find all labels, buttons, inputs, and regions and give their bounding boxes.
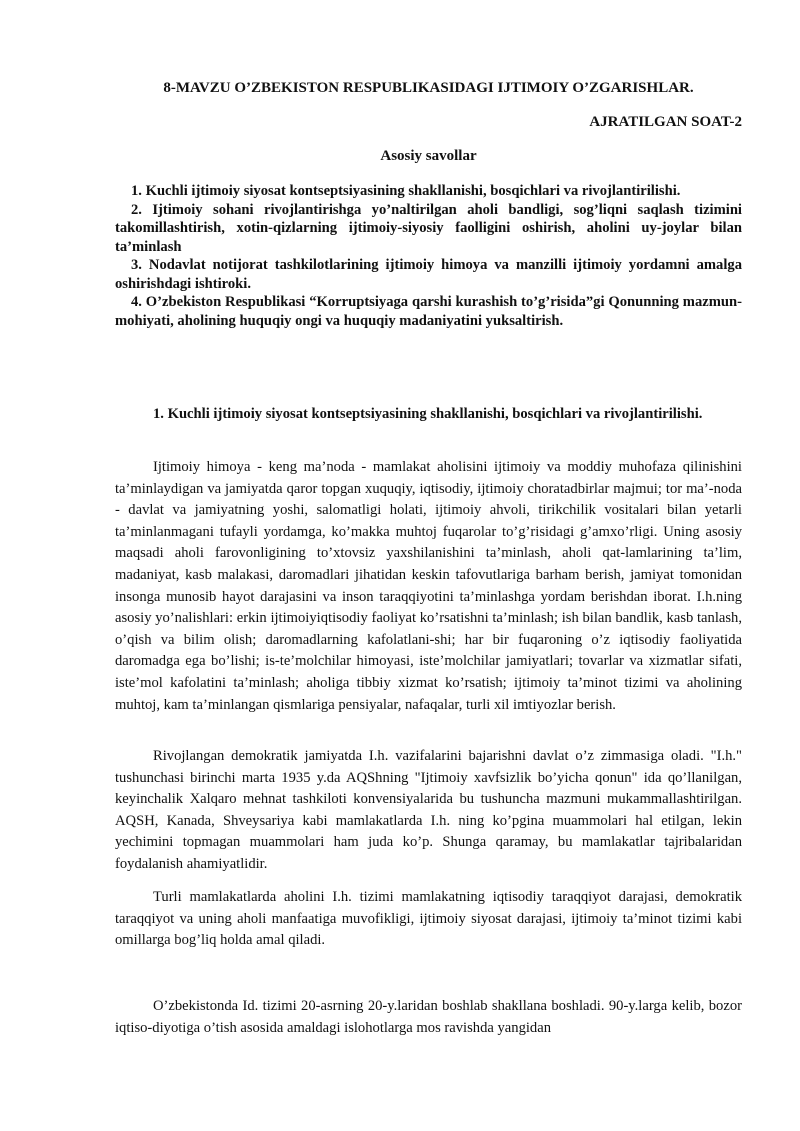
section-heading: 1. Kuchli ijtimoiy siyosat kontseptsiyasining shakllanishi, bosqichlari va rivojlantirilishi. — [153, 406, 703, 422]
body-paragraph: O’zbekistonda Id. tizimi 20-asrning 20-y.laridan boshlab shakllana boshladi. 90-y.larga kelib, bozor iqtiso-diyotiga o’tish asosida amaldagi islohotlarga mos ravishda yangidan — [115, 998, 742, 1036]
question-item: 3. Nodavlat notijorat tashkilotlarining ijtimoiy himoya va manzilli ijtimoiy yordamni amalga oshirishdagi ishtiroki. — [115, 257, 742, 292]
questions-list — [115, 182, 742, 330]
main-questions-heading: Asosiy savollar — [380, 148, 477, 164]
body-paragraph: Ijtimoiy himoya - keng ma’noda - mamlakat aholisini ijtimoiy va moddiy muhofaza qilinishini ta’minlaydigan va jamiyatda qaror topgan xuquqiy, iqtisodiy, ijtimoiy choratadbirlar majmui; tor ma’-noda - davlat va jamiyatning yoshi, salomatligi holati, ijtimoiy ahvoli, tirikchilik vositalari bilan yetarli ta’minlanmagani tufayli yordamga, ko’makka muhtoj fuqarolar to’g’risidagi g’amxo’rligi. Uning asosiy maqsadi aholi farovonligining to’xtovsiz yaxshilanishini ta’minlash, aholi qat-lamlarining ta’lim, madaniyat, kasb malakasi, daromadlari jihatidan keskin tafovutlariga barham berish, jamiyat tomonidan insonga munosib hayot darajasini va inson taraqqiyotini ta’minlashga yordam berishdan iborat. I.h.ning asosiy yo’nalishlari: erkin ijtimoiyiqtisodiy faoliyat ko’rsatishni ta’minlash; ish bilan bandlik, kasb tanlash, o’qish va bilim olish; daromadlarning kafolatlani-shi; har bir fuqaroning o’z iqtisodiy faoliyatida daromadga ega bo’lishi; is-te’molchilar himoyasi, iste’molchilar jamiyatlari; tovarlar va xizmatlar sifati, iste’mol kafolatini ta’minlash; aholiga tibbiy xizmat ko’rsatish; ijtimoiy ta’minot tizimi va aholining muhtoj, kam ta’minlangan qismlariga pensiyalar, nafaqalar, turli xil imtiyozlar berish. — [115, 459, 742, 713]
question-item: 1. Kuchli ijtimoiy siyosat kontseptsiyasining shakllanishi, bosqichlari va rivojlantirilishi. — [131, 183, 681, 199]
question-item: 2. Ijtimoiy sohani rivojlantirishga yo’naltirilgan aholi bandligi, sog’liqni saqlash tizimini takomillashtirish, xotin-qizlarning ijtimoiy-siyosiy faolligini oshirish, aholini uy-joylar bilan ta’minlash — [115, 201, 742, 255]
body-paragraph: Turli mamlakatlarda aholini I.h. tizimi mamlakatning iqtisodiy taraqqiyot darajasi, demokratik taraqqiyot va uning aholi manfaatiga muvofikligi, ijtimoiy siyosat darajasi, ijtimoiy ta’minot tizimi kabi omillarga bog’liq holda amal qiladi. — [115, 889, 742, 949]
body-paragraph: Rivojlangan demokratik jamiyatda I.h. vazifalarini bajarishni davlat o’z zimmasiga oladi. "I.h." tushunchasi birinchi marta 1935 y.da AQShning "Ijtimoiy xavfsizlik bo’yicha qonun" ida qo’llanilgan, keyinchalik Xalqaro mehnat tashkiloti konvensiyalarida bu tushuncha mazmuni mukammallashtirilgan. AQSH, Kanada, Shveysariya kabi mamlakatlarda I.h. ning ko’pgina muammolari hal etilgan, lekin yechimini topmagan muammolari ham juda ko’p. Shunga qaramay, bu mamlakatlar tajribalaridan foydalanish ahamiyatlidir. — [115, 748, 742, 872]
allocated-hours: AJRATILGAN SOAT-2 — [589, 114, 742, 130]
question-item: 4. O’zbekiston Respublikasi “Korruptsiyaga qarshi kurashish to’g’risida”gi Qonunning mazmun-mohiyati, aholining huquqiy ongi va huquqiy madaniyatini yuksaltirish. — [115, 294, 742, 329]
document-title: 8-MAVZU O’ZBEKISTON RESPUBLIKASIDAGI IJTIMOIY O’ZGARISHLAR. — [163, 80, 694, 96]
